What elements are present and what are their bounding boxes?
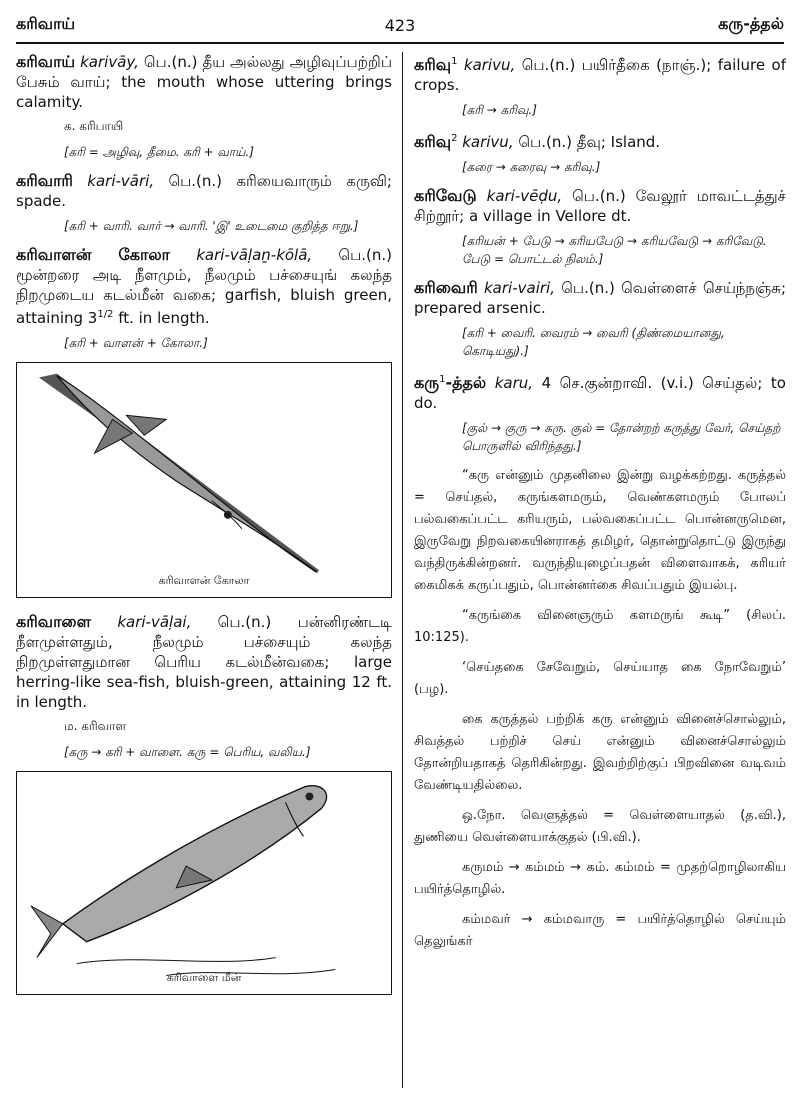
cognate: க. கரிபாயி — [64, 119, 124, 133]
left-column — [16, 52, 392, 1090]
running-head-left: கரிவாய் — [16, 14, 76, 33]
quotation-paragraph: “கரு என்னும் முதனிலை இன்று வழக்கற்றது. கருத்தல் = செய்தல், கருங்களமரும், வெண்களமரும் போலப் பல்வகைப்பட்ட கரியரும், பல்வகைப்பட்ட பொன்னருமென, இருவேறு நிறவகையினராகத் தமிழர், தொன்றுதொட்டு இருந்து வந்திருக்கின்றனர். வருந்தியுழைப்பதன் விளைவாகக், கரியர் கைமிகக் கருப்பதும், பொன்னர்கை சிவப்பதும் இயல்பு. — [414, 468, 786, 593]
homonym-number: 2 — [451, 133, 458, 144]
transliteration: kari-vēḍu, — [486, 187, 563, 205]
entry-karuttal — [414, 370, 786, 413]
garfish-drawing — [17, 363, 391, 597]
transliteration: karivāy, — [80, 53, 139, 71]
etymology: [கரியன் + பேடு → கரியபேடு → கரியவேடு → கரிவேடு. பேடு = பொட்டல் நிலம்.] — [462, 234, 767, 266]
page-header — [16, 14, 784, 44]
running-head-right: கரு-த்தல் — [718, 14, 784, 33]
etymology: [கரி + வாரி. வார் → வாரி. 'இ' உடைமை குறித்த ஈறு.] — [64, 219, 359, 233]
derivation-paragraph-2: கம்மவர் → கம்மவாரு = பயிர்த்தொழில் செய்யும் தெலுங்கர் — [414, 912, 786, 949]
etymology: [குல் → குரு → கரு. குல் = தோன்றற் கருத்து வேர், செய்தற் பொருளில் விரிந்தது.] — [462, 421, 781, 453]
transliteration: kari-vāḷaṉ-kōlā, — [196, 246, 313, 264]
transliteration: kari-vāri, — [87, 172, 155, 190]
right-column — [414, 52, 786, 1090]
etymology: [கரை → கரைவு → கரிவு.] — [462, 160, 601, 174]
etymology: [கரி → கரிவு.] — [462, 103, 537, 117]
etymology: [கரு → கரி + வாளை. கரு = பெரிய, வலிய.] — [64, 745, 311, 759]
garfish-illustration — [16, 362, 392, 598]
entry-karivu-2 — [414, 129, 786, 152]
definition-end: ft. in length. — [113, 309, 210, 327]
transliteration: karivu, — [463, 56, 516, 74]
explanation-paragraph: கை கருத்தல் பற்றிக் கரு என்னும் வினைச்சொல்லும், சிவத்தல் பற்றிச் செய் என்னும் வினைச்சொல்லும் தோன்றியதாகத் தெரிகின்றது. இவற்றிற்குப் பிறவினை வடிவம் வேண்டியதில்லை. — [414, 712, 786, 793]
headword: கரு — [414, 373, 440, 392]
definition: 4 செ.குன்றாவி. (v.i.) செய்தல்; to do. — [414, 374, 786, 412]
figure-caption: கரிவாளை மீன் — [166, 971, 242, 984]
entry-karivay — [16, 52, 392, 112]
definition: பெ.(n.) தீவு; Island. — [513, 133, 661, 151]
headword: கரிவாளை — [16, 612, 91, 631]
definition: பெ.(n.) தீய அல்லது அழிவுப்பற்றிப் பேசும் வாய்; the mouth whose uttering brings calamity. — [16, 53, 392, 111]
fraction: 1/2 — [97, 309, 114, 320]
homonym-number: 1 — [439, 374, 446, 385]
transliteration: karu, — [494, 374, 534, 392]
definition: பெ.(n.) பன்னிரண்டடி நீளமுள்ளதும், நீலமும் பச்சையும் கலந்த நிறமுள்ளதுமான பெரிய கடல்மீன்வகை; large herring-like sea-fish, bluish-green, attaining 12 ft. in length. — [16, 613, 392, 711]
entry-karivari — [16, 171, 392, 211]
entry-karivalan-kola — [16, 245, 392, 328]
transliteration: karivu, — [462, 133, 514, 151]
proverb-paragraph: ‘செய்தகை சேவேறும், செய்யாத கை நோவேறும்’ (பழ). — [414, 660, 786, 697]
definition: பெ.(n.) மூன்றரை அடி நீளமும், நீலமும் பச்சையுங் கலந்த நிறமுடைய கடல்மீன் வகை; garfish, bluish green, attaining 3 — [16, 246, 392, 327]
figure-caption: கரிவாளன் கோலா — [158, 574, 250, 587]
entry-karivalai — [16, 612, 392, 712]
etymology: [கரி = அழிவு, தீமை. கரி + வாய்.] — [64, 145, 254, 159]
headword: கரிவு — [414, 132, 452, 151]
transliteration: kari-vairi, — [484, 279, 555, 297]
homonym-number: 1 — [451, 56, 458, 67]
transliteration: kari-vāḷai, — [117, 613, 192, 631]
herring-illustration — [16, 771, 392, 995]
citation-paragraph: “கருங்கை வினைஞரும் களமருங் கூடி” (சிலப். 10:125). — [414, 608, 786, 645]
cognate: ம. கரிவாள — [64, 719, 127, 733]
column-divider — [402, 52, 403, 1088]
headword: கரிவாரி — [16, 171, 73, 190]
etymology: [கரி + வாளன் + கோலா.] — [64, 336, 208, 350]
headword-suffix: -த்தல் — [445, 373, 487, 392]
etymology: [கரி + வைரி. வைரம் → வைரி (திண்மையானது, கொடியது).] — [462, 326, 725, 358]
derivation-paragraph: கருமம் → கம்மம் → கம். கம்மம் = முதற்றொழிலாகிய பயிர்த்தொழில். — [414, 860, 786, 897]
headword: கரிவு — [414, 55, 452, 74]
compare-paragraph: ஒ.நோ. வெளுத்தல் = வெள்ளையாதல் (த.வி.), துணியை வெள்ளையாக்குதல் (பி.வி.). — [414, 808, 786, 845]
definition: பெ.(n.) கரியைவாரும் கருவி; spade. — [16, 172, 392, 210]
headword: கரிவாளன் கோலா — [16, 245, 170, 264]
page-number: 423 — [384, 16, 416, 35]
headword: கரிவேடு — [414, 186, 477, 205]
entry-karivedu — [414, 186, 786, 226]
headword: கரிவாய் — [16, 52, 76, 71]
definition: பெ.(n.) வேலூர் மாவட்டத்துச் சிற்றூர்; a village in Vellore dt. — [414, 187, 786, 225]
herring-drawing — [17, 772, 391, 994]
entry-karivairi — [414, 278, 786, 318]
headword: கரிவைரி — [414, 278, 478, 297]
definition: பெ.(n.) பயிர்தீகை (நாஞ்.); failure of crops. — [414, 56, 786, 94]
definition: பெ.(n.) வெள்ளைச் செய்ந்நஞ்சு; prepared arsenic. — [414, 279, 786, 317]
entry-karivu-1 — [414, 52, 786, 95]
